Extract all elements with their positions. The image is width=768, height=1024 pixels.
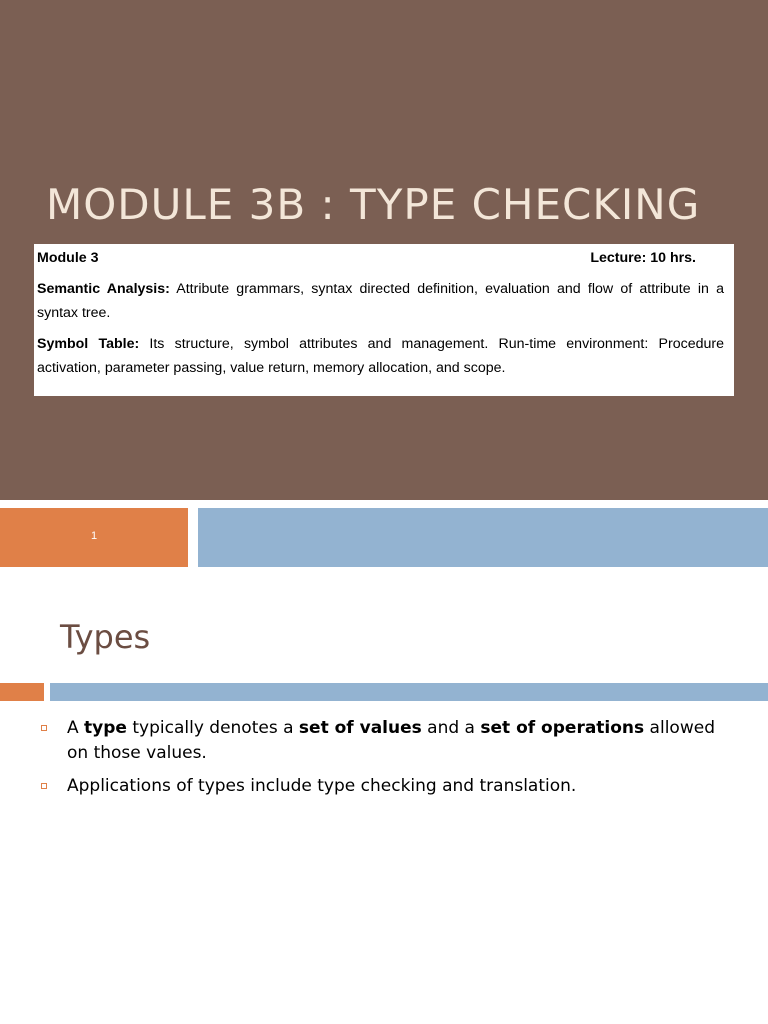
bullet-text: Applications of types include type checking and translation.: [67, 776, 577, 796]
bullet-text: and a: [421, 718, 481, 738]
slide-number-band: [0, 508, 188, 567]
footer-blue-band: [198, 508, 768, 567]
bullet-text: typically denotes a: [126, 718, 299, 738]
square-bullet-icon: [41, 725, 47, 731]
semantic-analysis-text: Attribute grammars, syntax directed definition, evaluation and flow of attribute in a syntax tree.: [37, 281, 724, 321]
slide-number: 1: [90, 530, 98, 542]
slide-2-title: Types: [60, 618, 151, 656]
semantic-analysis-label: Semantic Analysis:: [37, 281, 170, 297]
symbol-table-text: Its structure, symbol attributes and management. Run-time environment: Procedure activation, parameter passing, value return, memory allocation, and scope.: [37, 336, 724, 376]
bullet-item: [40, 716, 735, 766]
bullet-bold-text: type: [84, 718, 127, 738]
syllabus-header: [37, 246, 724, 270]
slide-1-title: MODULE 3B : TYPE CHECKING: [46, 180, 701, 229]
lecture-hours: Lecture: 10 hrs.: [590, 250, 696, 266]
title-underline-orange: [0, 683, 44, 701]
symbol-table-paragraph: [37, 332, 724, 380]
bullet-text: A: [67, 718, 85, 738]
title-underline-blue: [50, 683, 768, 701]
module-label: Module 3: [37, 250, 99, 266]
bullet-bold-text: set of values: [298, 718, 422, 738]
semantic-analysis-paragraph: [37, 277, 724, 325]
syllabus-box: [34, 244, 734, 396]
bullet-text: allowed on those values.: [67, 718, 715, 763]
bullet-bold-text: set of operations: [480, 718, 645, 738]
bullet-item: [40, 774, 735, 799]
bullet-list: [40, 716, 735, 807]
square-bullet-icon: [41, 783, 47, 789]
symbol-table-label: Symbol Table:: [37, 336, 140, 352]
